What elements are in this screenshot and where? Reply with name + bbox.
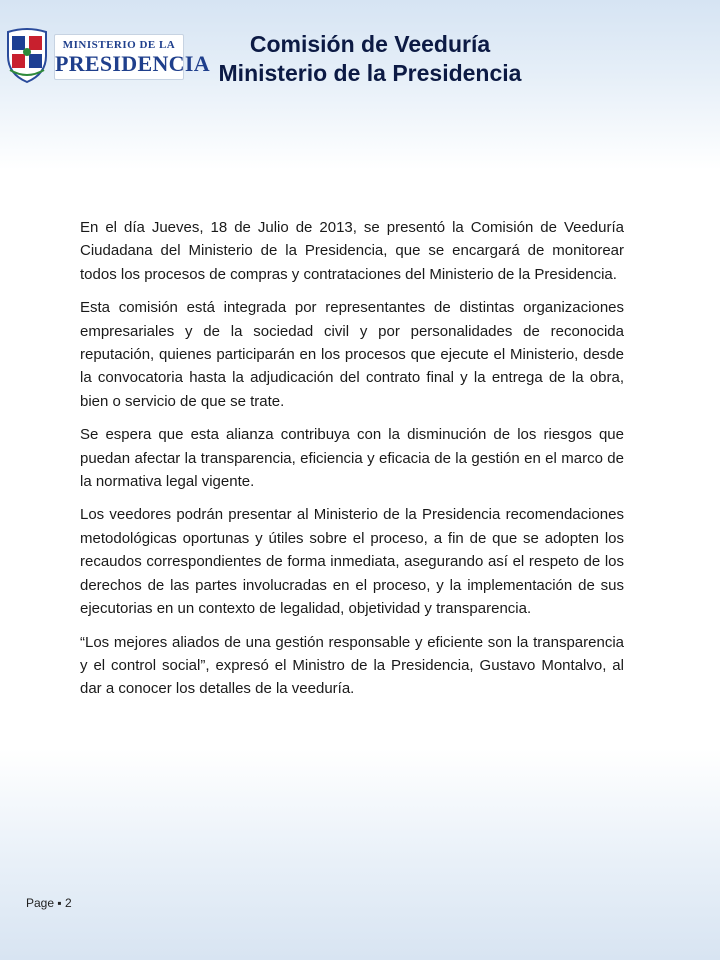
page-number: Page ▪ 2 bbox=[26, 896, 72, 910]
page-title bbox=[150, 30, 590, 88]
title-line-1: Comisión de Veeduría bbox=[249, 31, 491, 57]
paragraph-5: “Los mejores aliados de una gestión responsable y eficiente son la transparencia y el control social”, expresó el Ministro de la Presidencia, Gustavo Montalvo, al dar a conocer los detalles de la veeduría. bbox=[80, 633, 624, 698]
article-body bbox=[80, 216, 624, 711]
logo-line-2: PRESIDENCIA bbox=[55, 51, 210, 76]
logo-line-1: MINISTERIO DE LA bbox=[62, 39, 176, 51]
paragraph-1: En el día Jueves, 18 de Julio de 2013, se presentó la Comisión de Veeduría Ciudadana del Ministerio de la Presidencia, que se encargará de monitorear todos los procesos de compras y contrataciones del Ministerio de la Presidencia. bbox=[80, 219, 624, 283]
coat-of-arms-icon bbox=[4, 26, 50, 84]
title-line-2: Ministerio de la Presidencia bbox=[218, 60, 522, 86]
paragraph-4: Los veedores podrán presentar al Ministerio de la Presidencia recomendaciones metodológicas oportunas y útiles sobre el proceso, a fin de que se adopten los recaudos correspondientes de forma inmediata, asegurando así el respeto de los derechos de las partes involucradas en el proceso, y la implementación de sus ejecutorias en un contexto de legalidad, objetividad y transparencia. bbox=[80, 506, 624, 618]
paragraph-3: Se espera que esta alianza contribuya con la disminución de los riesgos que puedan afectar la transparencia, eficiencia y eficacia de la gestión en el marco de la normativa legal vigente. bbox=[80, 426, 624, 491]
paragraph-2: Esta comisión está integrada por representantes de distintas organizaciones empresariales y de la sociedad civil y por personalidades de reconocida reputación, quienes participarán en los procesos que ejecute el Ministerio, desde la convocatoria hasta la adjudicación del contrato final y la entrega de la obra, bien o servicio de que se trate. bbox=[80, 299, 624, 410]
